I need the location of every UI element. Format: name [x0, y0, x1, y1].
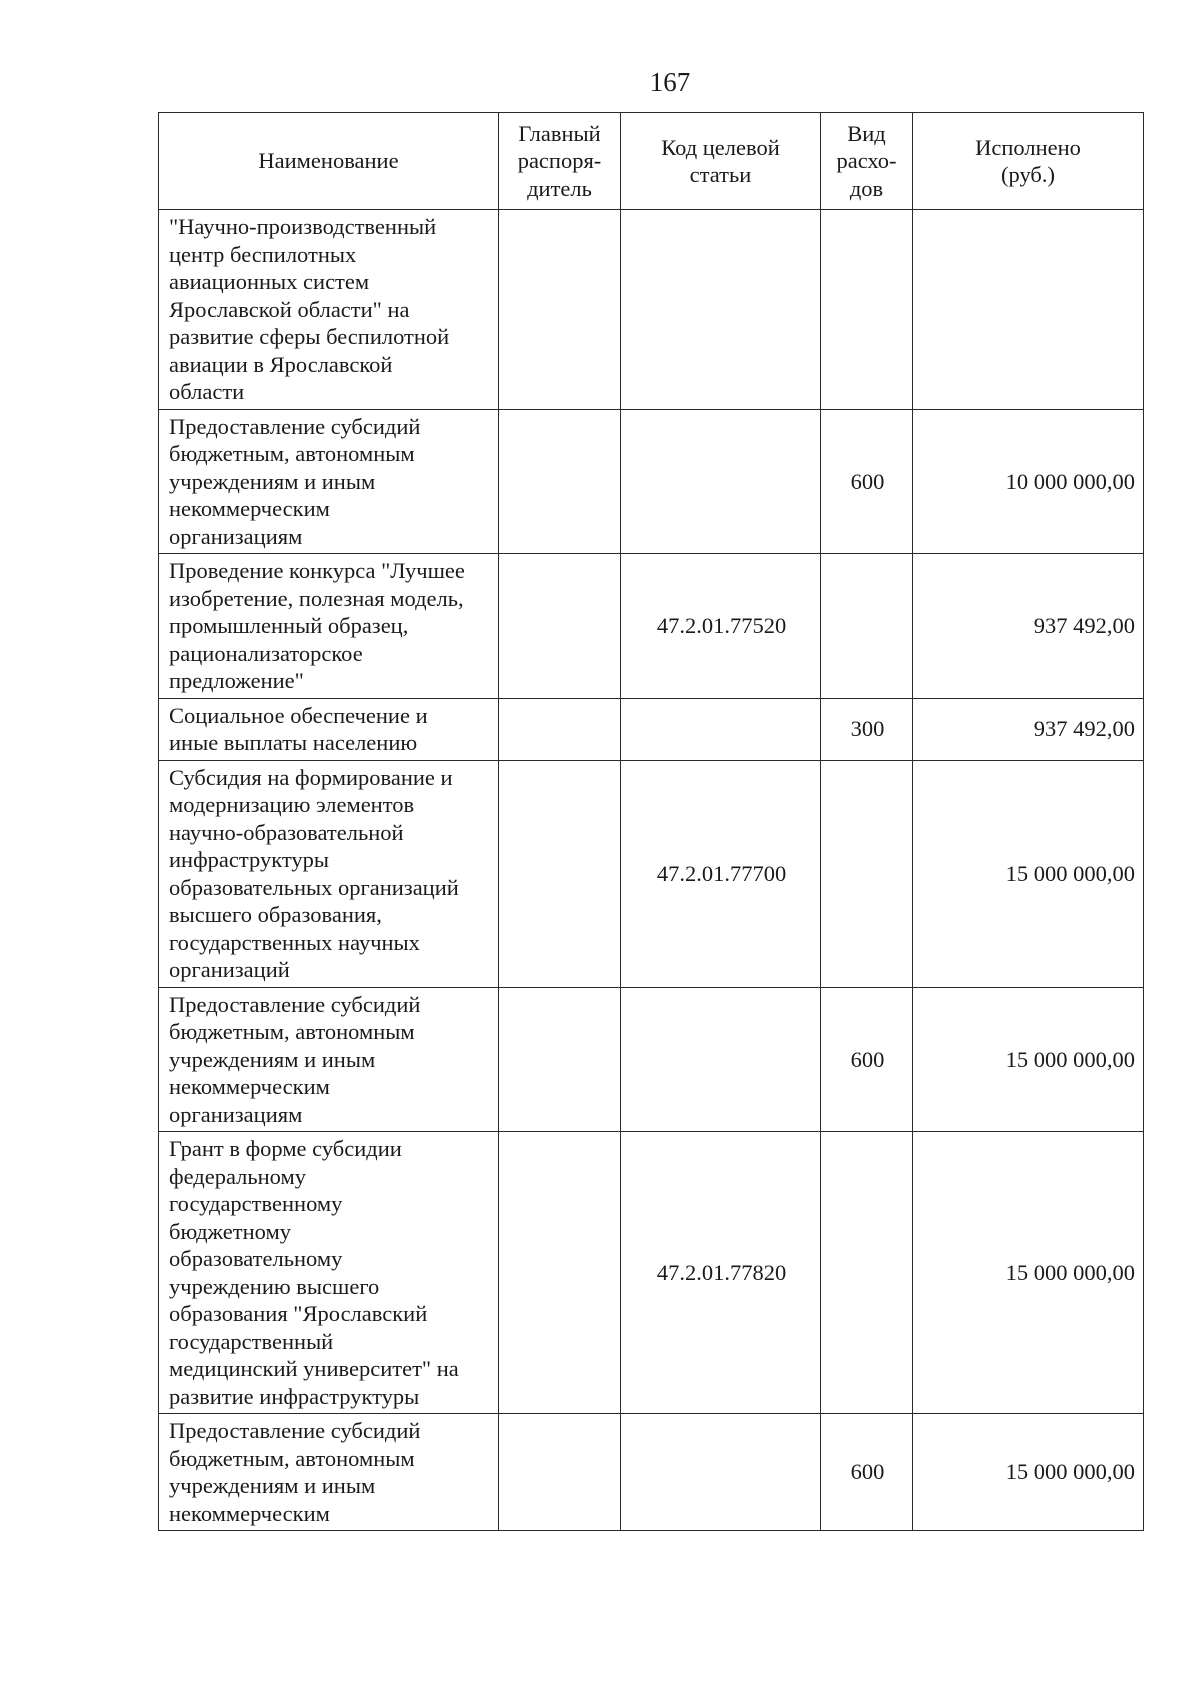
name-line: организациям — [169, 523, 303, 549]
name-line: образовательному — [169, 1246, 343, 1271]
name-line: инфраструктуры — [169, 847, 329, 872]
cell-isp: 937 492,00 — [913, 554, 1144, 699]
cell-vid: 600 — [821, 1414, 913, 1531]
name-line: Социальное обеспечение и — [169, 702, 428, 728]
table-row — [159, 409, 1144, 554]
name-line: центр беспилотных — [169, 241, 357, 267]
cell-isp: 937 492,00 — [913, 698, 1144, 760]
header-glavny-line: распоря- — [517, 148, 602, 174]
cell-isp: 15 000 000,00 — [913, 1414, 1144, 1531]
cell-glavny — [499, 987, 621, 1132]
name-line: авиации в Ярославской — [169, 351, 393, 377]
cell-kod — [621, 1414, 821, 1531]
header-isp-line: Исполнено — [975, 134, 1081, 160]
name-line: бюджетным, автономным — [169, 1019, 415, 1044]
cell-glavny — [499, 1414, 621, 1531]
header-glavny-line: дитель — [527, 175, 592, 201]
page-number-wrap — [0, 66, 1200, 98]
header-vid-line: дов — [849, 175, 884, 201]
cell-name — [159, 409, 499, 554]
cell-kod — [621, 210, 821, 410]
cell-kod — [621, 409, 821, 554]
cell-name — [159, 1414, 499, 1531]
name-line: рационализаторское — [169, 640, 363, 666]
name-line: Предоставление субсидий — [169, 1418, 421, 1443]
header-isp — [913, 113, 1144, 210]
header-kod-line: статьи — [689, 162, 752, 187]
cell-vid — [821, 554, 913, 699]
name-line: Предоставление субсидий — [169, 991, 421, 1017]
cell-name — [159, 554, 499, 699]
table-row — [159, 698, 1144, 760]
name-line: Грант в форме субсидии — [169, 1136, 402, 1161]
name-line: некоммерческим — [169, 1074, 330, 1099]
cell-kod: 47.2.01.77820 — [621, 1132, 821, 1414]
cell-name — [159, 210, 499, 410]
cell-name — [159, 760, 499, 987]
name-line: Проведение конкурса "Лучшее — [169, 558, 465, 583]
header-vid-line: расхо- — [836, 148, 897, 174]
name-line: модернизацию элементов — [169, 792, 415, 817]
header-isp-line: (руб.) — [1001, 162, 1055, 187]
header-row — [159, 113, 1144, 210]
cell-name — [159, 698, 499, 760]
name-line: Ярославской области" на — [169, 296, 410, 322]
cell-vid — [821, 760, 913, 987]
table-header — [159, 113, 1144, 210]
name-line: бюджетным, автономным — [169, 441, 415, 466]
table-row — [159, 987, 1144, 1132]
name-line: организаций — [169, 957, 290, 982]
cell-isp: 15 000 000,00 — [913, 760, 1144, 987]
cell-name — [159, 1132, 499, 1414]
cell-vid — [821, 1132, 913, 1414]
name-line: бюджетным, автономным — [169, 1445, 415, 1471]
name-line: федеральному — [169, 1163, 306, 1189]
header-vid-line: Вид — [847, 120, 886, 146]
header-kod — [621, 113, 821, 210]
name-line: Предоставление субсидий — [169, 413, 421, 439]
header-name — [159, 113, 499, 210]
name-line: государственный — [169, 1328, 334, 1354]
name-line: "Научно-производственный — [169, 214, 437, 239]
name-line: предложение" — [169, 668, 304, 693]
cell-glavny — [499, 698, 621, 760]
name-line: области — [169, 379, 245, 404]
header-kod-line: Код целевой — [661, 134, 780, 160]
table-body — [159, 210, 1144, 1531]
name-line: государственных научных — [169, 929, 420, 955]
name-line: авиационных систем — [169, 269, 370, 294]
table-row — [159, 1414, 1144, 1531]
cell-vid: 600 — [821, 409, 913, 554]
page-number: 167 — [649, 67, 691, 97]
name-line: высшего образования, — [169, 902, 382, 927]
name-line: некоммерческим — [169, 1500, 330, 1526]
name-line: изобретение, полезная модель, — [169, 585, 464, 611]
cell-glavny — [499, 210, 621, 410]
cell-name — [159, 987, 499, 1132]
cell-glavny — [499, 1132, 621, 1414]
cell-glavny — [499, 760, 621, 987]
cell-vid — [821, 210, 913, 410]
header-glavny — [499, 113, 621, 210]
name-line: образования "Ярославский — [169, 1301, 428, 1326]
header-name-line: Наименование — [258, 148, 399, 174]
name-line: некоммерческим — [169, 496, 330, 521]
cell-vid: 300 — [821, 698, 913, 760]
cell-kod: 47.2.01.77700 — [621, 760, 821, 987]
cell-glavny — [499, 554, 621, 699]
cell-isp: 15 000 000,00 — [913, 987, 1144, 1132]
budget-table — [158, 112, 1144, 1531]
name-line: развитие инфраструктуры — [169, 1383, 420, 1409]
header-vid — [821, 113, 913, 210]
cell-isp: 10 000 000,00 — [913, 409, 1144, 554]
header-glavny-line: Главный — [518, 120, 601, 146]
name-line: государственному — [169, 1191, 343, 1216]
name-line: образовательных организаций — [169, 874, 459, 900]
cell-isp: 15 000 000,00 — [913, 1132, 1144, 1414]
cell-glavny — [499, 409, 621, 554]
name-line: учреждениям и иным — [169, 1046, 376, 1072]
name-line: медицинский университет" на — [169, 1356, 459, 1381]
name-line: организациям — [169, 1101, 303, 1127]
table-row — [159, 210, 1144, 410]
name-line: иные выплаты населению — [169, 730, 418, 755]
name-line: учреждениям и иным — [169, 468, 376, 494]
table-row — [159, 554, 1144, 699]
name-line: учреждениям и иным — [169, 1473, 376, 1498]
name-line: учреждению высшего — [169, 1273, 380, 1299]
cell-kod — [621, 987, 821, 1132]
name-line: Субсидия на формирование и — [169, 764, 453, 790]
name-line: промышленный образец, — [169, 613, 409, 638]
table-row — [159, 1132, 1144, 1414]
name-line: развитие сферы беспилотной — [169, 324, 450, 349]
cell-kod: 47.2.01.77520 — [621, 554, 821, 699]
cell-kod — [621, 698, 821, 760]
name-line: бюджетному — [169, 1218, 291, 1244]
name-line: научно-образовательной — [169, 819, 404, 845]
table-row — [159, 760, 1144, 987]
cell-vid: 600 — [821, 987, 913, 1132]
cell-isp — [913, 210, 1144, 410]
